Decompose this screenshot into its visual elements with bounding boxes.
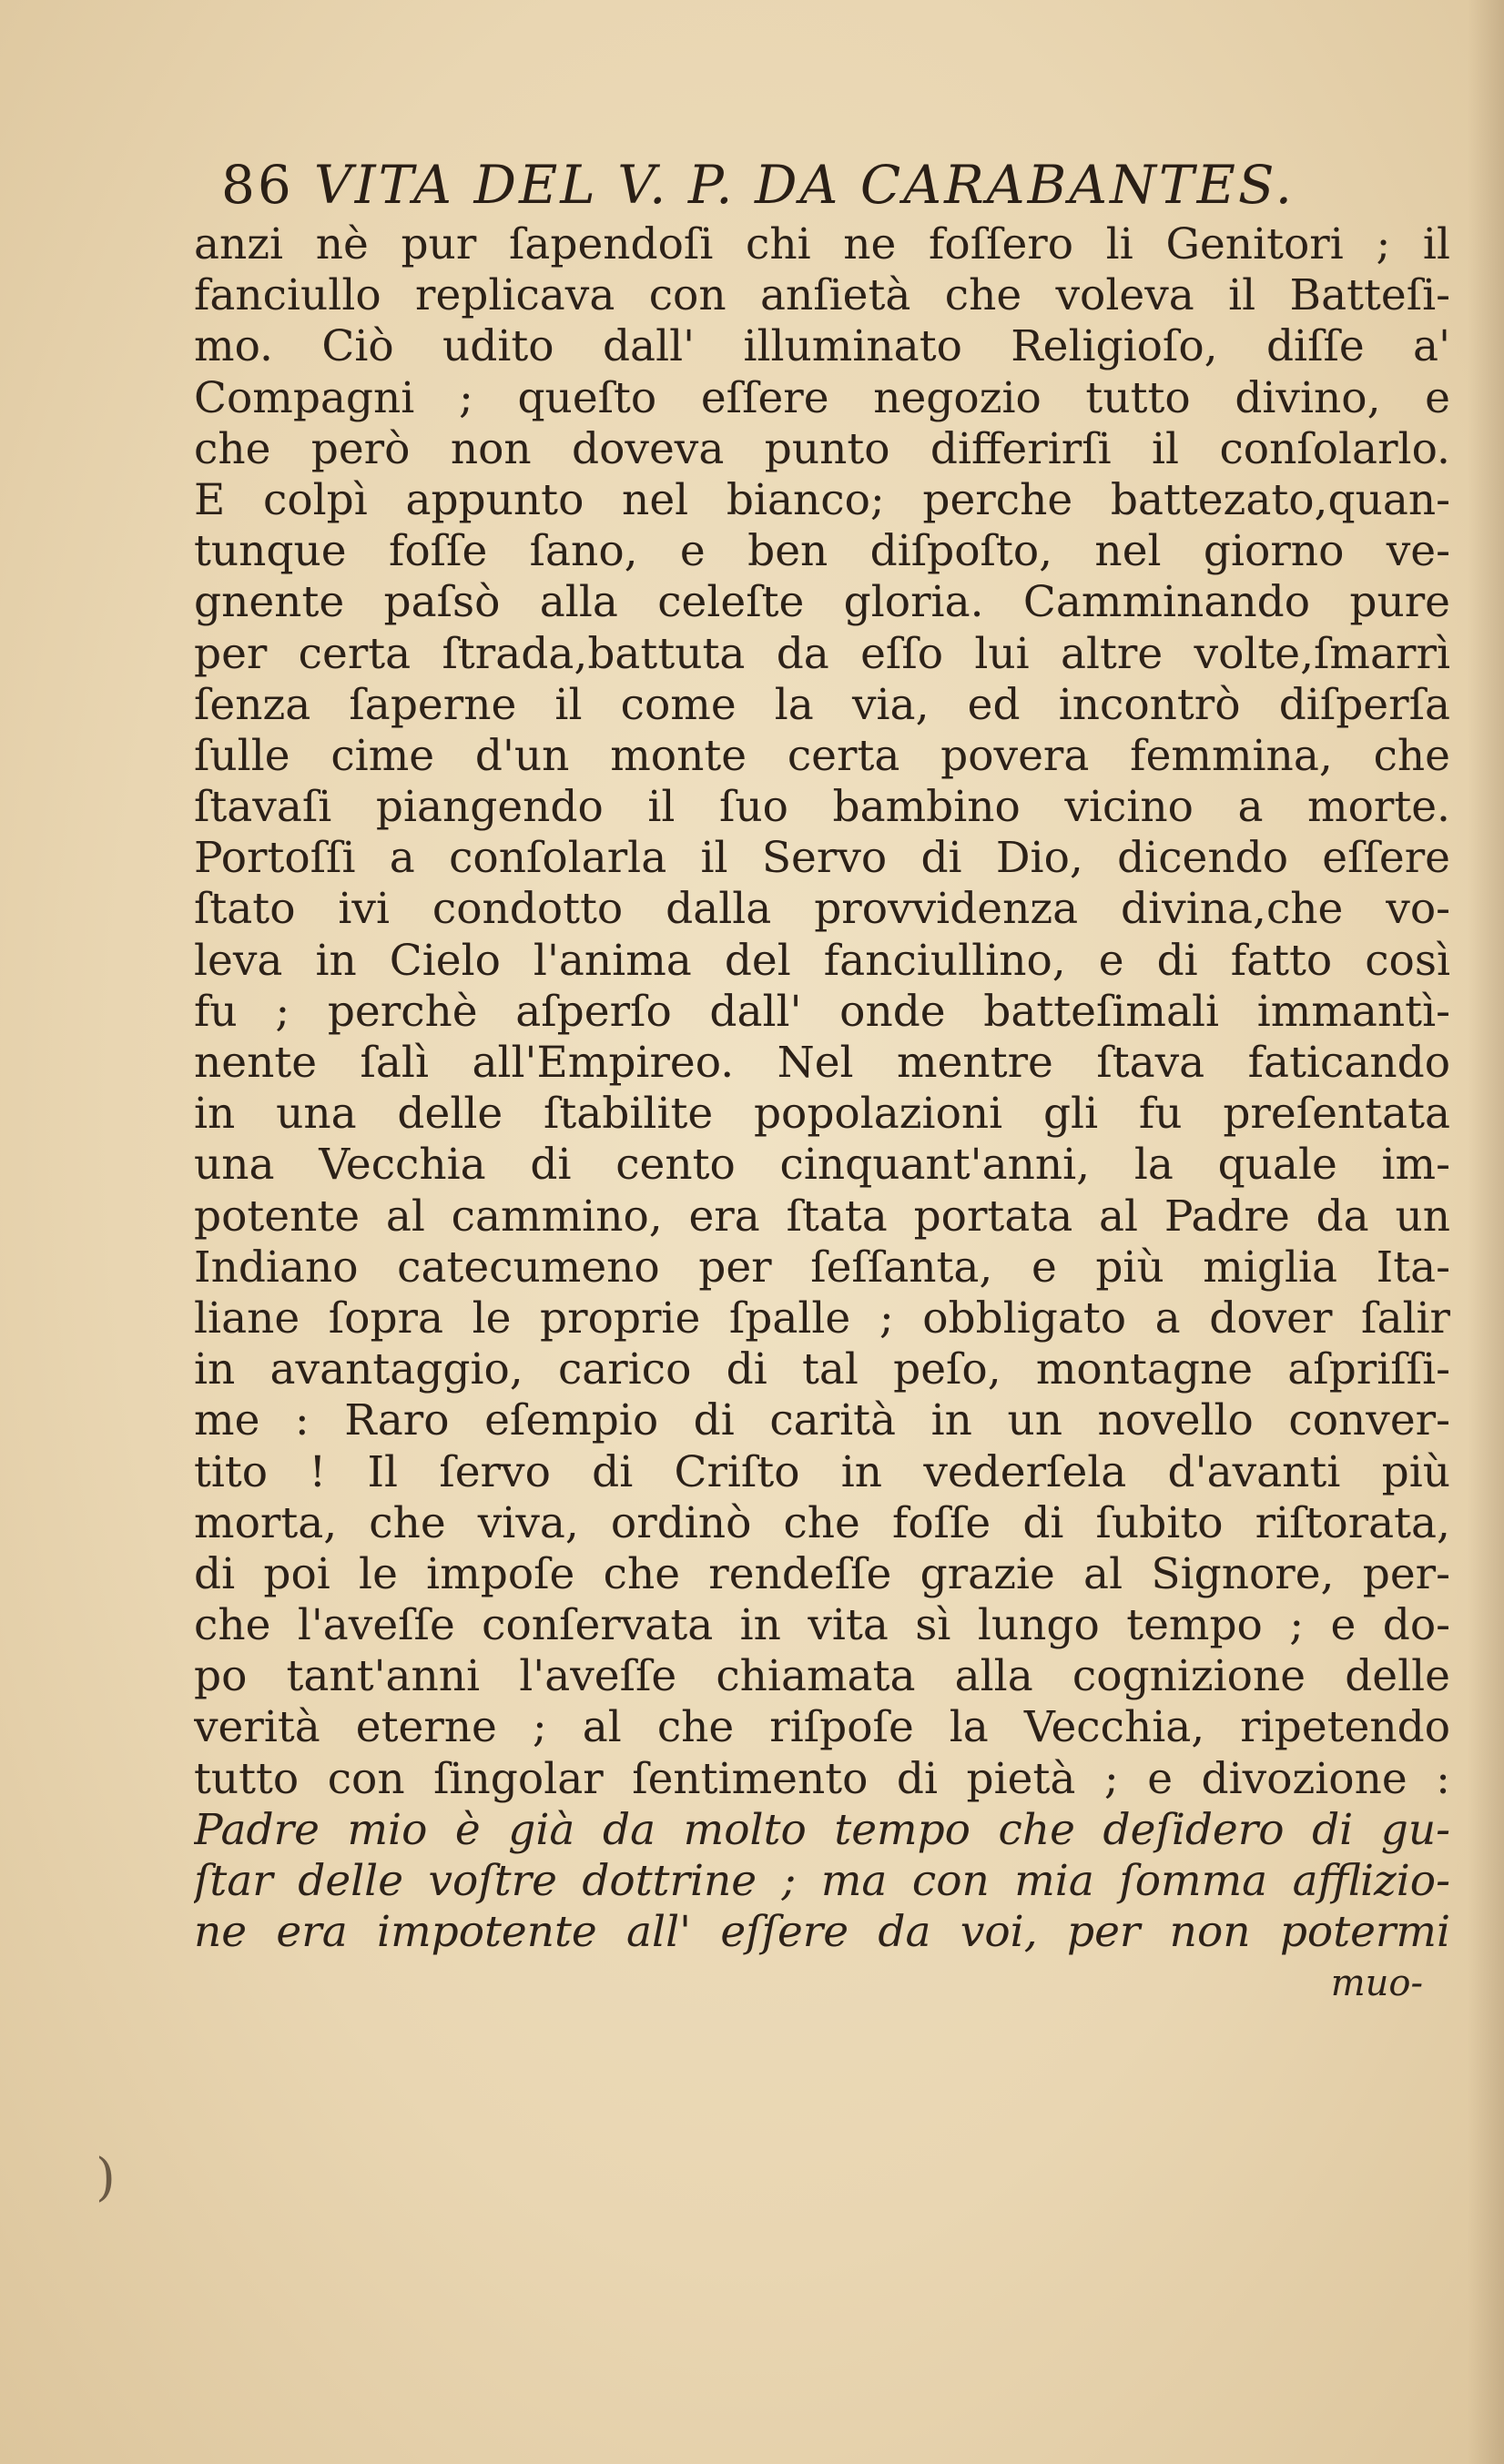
text-line: me : Raro eſempio di carità in un novello conver- [194,1395,1450,1446]
text-line: morta, che viva, ordinò che foſſe di ſubito riſtorata, [194,1497,1450,1548]
text-line: anzi nè pur ſapendoſi chi ne foſſero li Genitori ; il [194,219,1450,269]
text-line: E colpì appunto nel bianco; perche battezato,quan- [194,474,1450,525]
folio-number: 86 [221,154,294,216]
body-text [194,219,1450,1805]
text-line: che però non doveva punto differirſi il conſolarlo. [194,423,1450,474]
catchword: muo- [1330,1962,1423,2005]
text-line: ſtavaſi piangendo il ſuo bambino vicino a morte. [194,782,1450,833]
text-line: ſulle cime d'un monte certa povera femmina, che [194,730,1450,781]
margin-mark: ) [96,2148,116,2207]
text-line: mo. Ciò udito dall' illuminato Religioſo, diſſe a' [194,321,1450,372]
text-block [194,150,1450,2009]
italic-text-line: ne era impotente all' eſſere da voi, per non potermi [194,1907,1450,1958]
text-line: tunque foſſe ſano, e ben diſpoſto, nel giorno ve- [194,526,1450,577]
text-line: in una delle ſtabilite popolazioni gli fu preſentata [194,1089,1450,1140]
text-line: per certa ſtrada,battuta da eſſo lui altre volte,ſmarrì [194,628,1450,679]
running-head [221,150,1450,219]
text-line: tutto con ſingolar ſentimento di pietà ; e divozione : [194,1753,1450,1804]
text-line: liane ſopra le proprie ſpalle ; obbligato a dover ſalir [194,1293,1450,1344]
text-line: ſenza ſaperne il come la via, ed incontrò diſperſa [194,679,1450,730]
text-line: che l'aveſſe conſervata in vita sì lungo tempo ; e do- [194,1600,1450,1651]
text-line: Compagni ; queſto eſſere negozio tutto divino, e [194,372,1450,423]
text-line: in avantaggio, carico di tal peſo, montagne aſpriſſi- [194,1344,1450,1395]
text-line: potente al cammino, era ſtata portata al Padre da un [194,1191,1450,1242]
text-line: tito ! Il ſervo di Criſto in vederſela d'avanti più [194,1446,1450,1497]
italic-text-line: Padre mio è già da molto tempo che deſidero di gu- [194,1804,1450,1855]
text-line: verità eterne ; al che riſpoſe la Vecchia, ripetendo [194,1702,1450,1753]
text-line: gnente paſsò alla celeſte gloria. Camminando pure [194,577,1450,628]
gutter-shadow [1468,0,1504,2464]
text-line: leva in Cielo l'anima del fanciullino, e di fatto così [194,935,1450,986]
running-title: VITA DEL V. P. DA CARABANTES. [313,154,1296,216]
italic-text-line: ſtar delle voſtre dottrine ; ma con mia ſomma afflizio- [194,1856,1450,1906]
text-line: una Vecchia di cento cinquant'anni, la quale im- [194,1140,1450,1191]
text-line: di poi le impoſe che rendeſſe grazie al Signore, per- [194,1548,1450,1599]
italic-quotation [194,1805,1450,1959]
text-line: fanciullo replicava con anſietà che voleva il Batteſi- [194,270,1450,321]
text-line: ſtato ivi condotto dalla provvidenza divina,che vo- [194,884,1450,935]
text-line: Portoſſi a conſolarla il Servo di Dio, dicendo eſſere [194,833,1450,884]
text-line: po tant'anni l'aveſſe chiamata alla cognizione delle [194,1651,1450,1702]
text-line: nente ſalì all'Empireo. Nel mentre ſtava faticando [194,1038,1450,1088]
text-line: Indiano catecumeno per ſeſſanta, e più miglia Ita- [194,1242,1450,1293]
text-line: fu ; perchè aſperſo dall' onde batteſimali immantì- [194,986,1450,1037]
